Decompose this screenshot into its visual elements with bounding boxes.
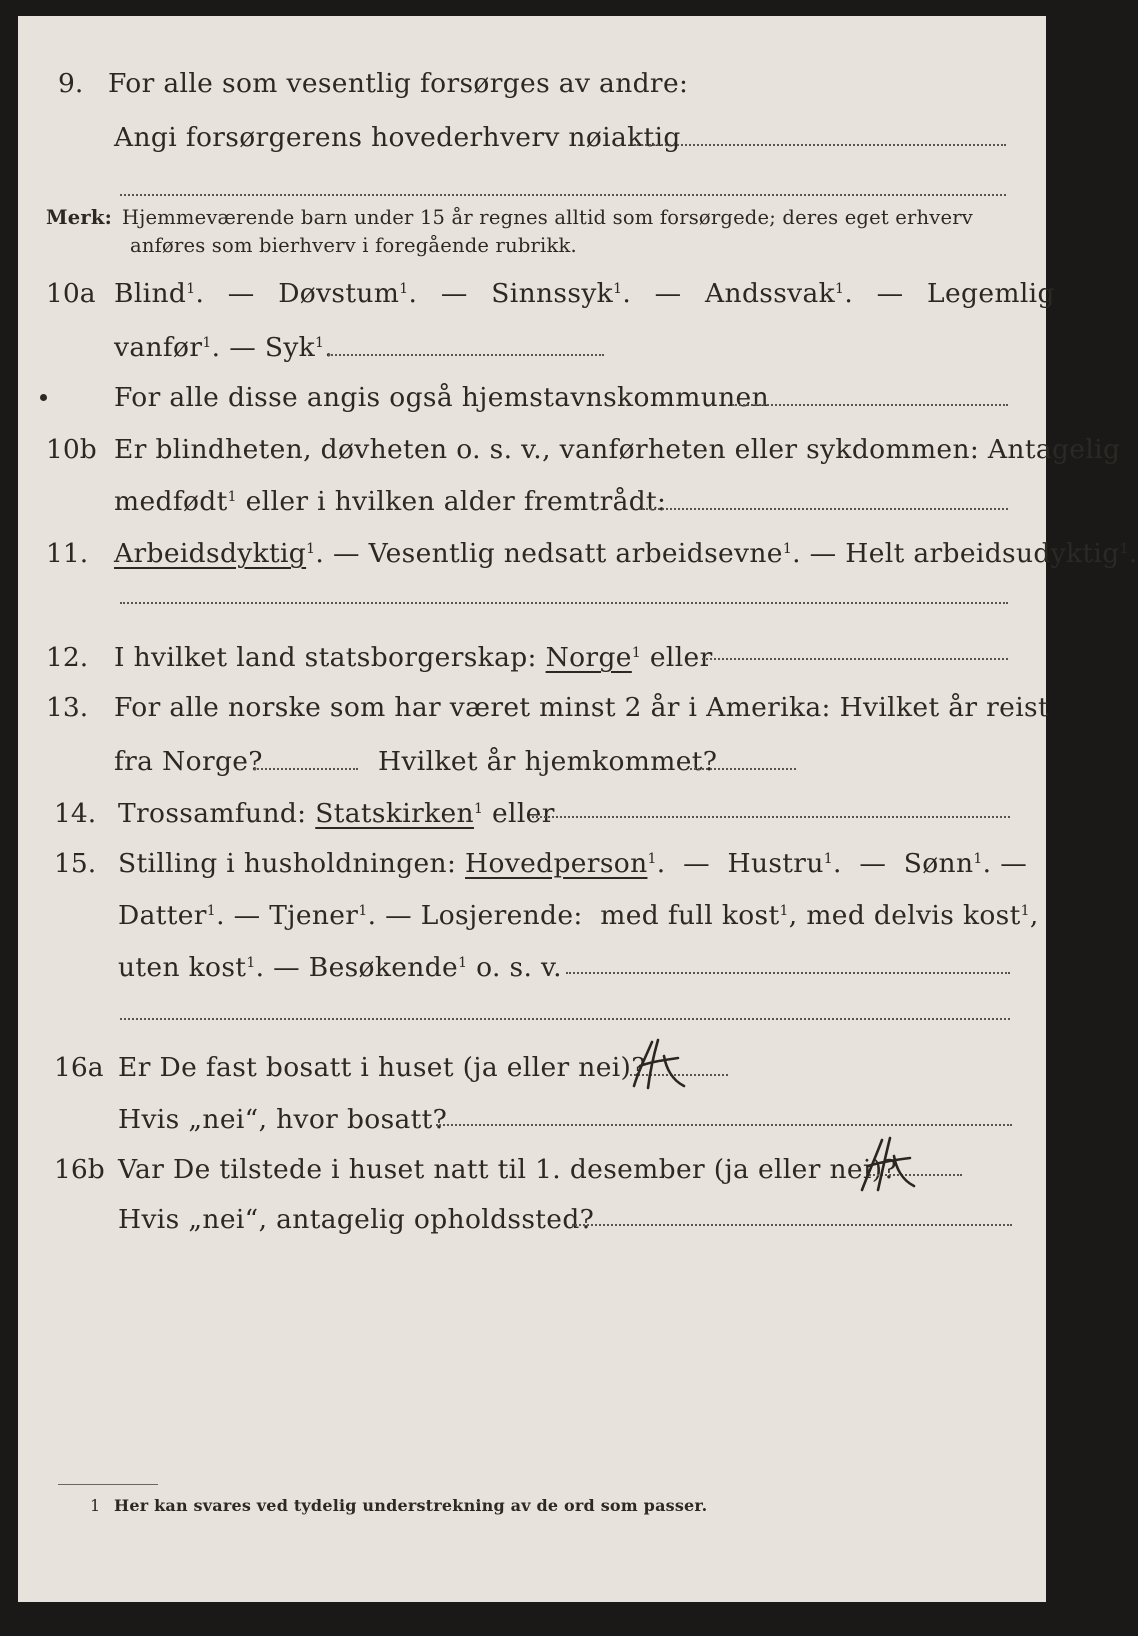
q16b-whereabouts-field[interactable] <box>572 1224 1012 1226</box>
q9-line2: Angi forsørgerens hovederhverv nøiaktig <box>114 122 681 153</box>
q10a-line2: vanfør$^1$. — Syk$^1$. <box>114 332 334 363</box>
q13-number: 13. <box>46 692 89 723</box>
option-norge-underlined: Norge <box>545 642 632 673</box>
option-blind: Blind <box>114 278 187 309</box>
q16a-number: 16a <box>54 1052 104 1083</box>
year-returned-field[interactable] <box>690 768 796 770</box>
bullet-mark <box>40 394 47 401</box>
q14-line: Trossamfund: Statskirken$^1$ eller <box>118 798 555 829</box>
year-emigrated-field[interactable] <box>254 768 358 770</box>
q9-number: 9. <box>58 68 84 99</box>
hjemstavnskommune-field[interactable] <box>732 404 1008 406</box>
merk-line1: Hjemmeværende barn under 15 år regnes alltid som forsørgede; deres eget erhverv <box>122 206 974 229</box>
option-sonn: Sønn <box>903 848 974 879</box>
option-statskirken-underlined: Statskirken <box>315 798 474 829</box>
q15-answer-field-2[interactable] <box>120 1018 1010 1020</box>
merk-line2: anføres som bierhverv i foregående rubrikk. <box>130 234 577 257</box>
option-vanfor: vanfør <box>114 332 203 363</box>
q12-number: 12. <box>46 642 89 673</box>
footnote-rule <box>58 1484 158 1485</box>
option-udyktig: Helt arbeidsudyktig <box>845 538 1120 569</box>
q10b-line2: medfødt$^1$ eller i hvilken alder fremtrådt: <box>114 486 667 517</box>
option-dovstum: Døvstum <box>278 278 400 309</box>
option-syk: Syk <box>264 332 316 363</box>
q13-line2a: fra Norge? <box>114 746 263 777</box>
option-arbeidsdyktig-underlined: Arbeidsdyktig <box>114 538 307 569</box>
q16b-line1: Var De tilstede i huset natt til 1. desember (ja eller nei)? <box>118 1154 898 1185</box>
q14-answer-field[interactable] <box>532 816 1010 818</box>
q15-answer-field[interactable] <box>566 972 1010 974</box>
q11-line1: Arbeidsdyktig$^1$. — Vesentlig nedsatt arbeidsevne$^1$. — Helt arbeidsudyktig$^1$. <box>114 538 1138 569</box>
q10b-answer-field[interactable] <box>638 508 1008 510</box>
q12-line: I hvilket land statsborgerskap: Norge$^1$ eller <box>114 642 713 673</box>
merk-label: Merk: <box>46 206 112 229</box>
option-hovedperson-underlined: Hovedperson <box>465 848 648 879</box>
option-uten-kost: uten kost <box>118 952 247 983</box>
q15-line3: uten kost$^1$. — Besøkende$^1$ o. s. v. <box>118 952 562 983</box>
option-andssvak: Andssvak <box>705 278 836 309</box>
q10b-number: 10b <box>46 434 97 465</box>
q11-number: 11. <box>46 538 89 569</box>
q10b-line1: Er blindheten, døvheten o. s. v., vanførheten eller sykdommen: Antagelig <box>114 434 1121 465</box>
option-sinnssyk: Sinnssyk <box>491 278 614 309</box>
q9-answer-field[interactable] <box>634 144 1006 146</box>
q16a-line1: Er De fast bosatt i huset (ja eller nei)? <box>118 1052 646 1083</box>
option-besokende: Besøkende <box>308 952 459 983</box>
option-hustru: Hustru <box>727 848 824 879</box>
q12-answer-field[interactable] <box>702 658 1008 660</box>
q15-number: 15. <box>54 848 97 879</box>
footnote-text: Her kan svares ved tydelig understrekning av de ord som passer. <box>114 1496 708 1515</box>
handwritten-ja-16a <box>628 1036 688 1092</box>
option-nedsatt: Vesentlig nedsatt arbeidsevne <box>368 538 783 569</box>
q16a-residence-field[interactable] <box>436 1124 1012 1126</box>
q15-line1: Stilling i husholdningen: Hovedperson$^1$. — Hustru$^1$. — Sønn$^1$. — <box>118 848 1028 879</box>
q14-number: 14. <box>54 798 97 829</box>
option-legemlig: Legemlig <box>927 278 1055 309</box>
census-form-page <box>18 16 1138 1602</box>
q15-line2: Datter$^1$. — Tjener$^1$. — Losjerende: med full kost$^1$, med delvis kost$^1$, <box>118 900 1039 931</box>
q11-answer-field[interactable] <box>120 602 1008 604</box>
option-tjener: Tjener <box>269 900 359 931</box>
q16a-line2: Hvis „nei“, hvor bosatt? <box>118 1104 448 1135</box>
handwritten-ja-16b <box>856 1134 918 1196</box>
option-medfodt: medfødt <box>114 486 228 517</box>
q13-line1: For alle norske som har været minst 2 år i Amerika: Hvilket år reist <box>114 692 1049 723</box>
q16b-line2: Hvis „nei“, antagelig opholdssted? <box>118 1204 595 1235</box>
option-datter: Datter <box>118 900 207 931</box>
option-delvis-kost: med delvis kost <box>806 900 1021 931</box>
option-full-kost: med full kost <box>600 900 780 931</box>
q10a-answer-field[interactable] <box>328 354 604 356</box>
q10a-line1: Blind$^1$. — Døvstum$^1$. — Sinnssyk$^1$. — Andssvak$^1$. — Legemlig <box>114 278 1055 309</box>
q16b-number: 16b <box>54 1154 105 1185</box>
q10a-line3: For alle disse angis også hjemstavnskommunen <box>114 382 769 413</box>
q13-line2b: Hvilket år hjemkommet? <box>378 746 718 777</box>
q9-line1: For alle som vesentlig forsørges av andre: <box>108 68 689 99</box>
q9-answer-field-2[interactable] <box>120 194 1006 196</box>
q10a-number: 10a <box>46 278 96 309</box>
footnote-mark: 1 <box>90 1496 101 1515</box>
